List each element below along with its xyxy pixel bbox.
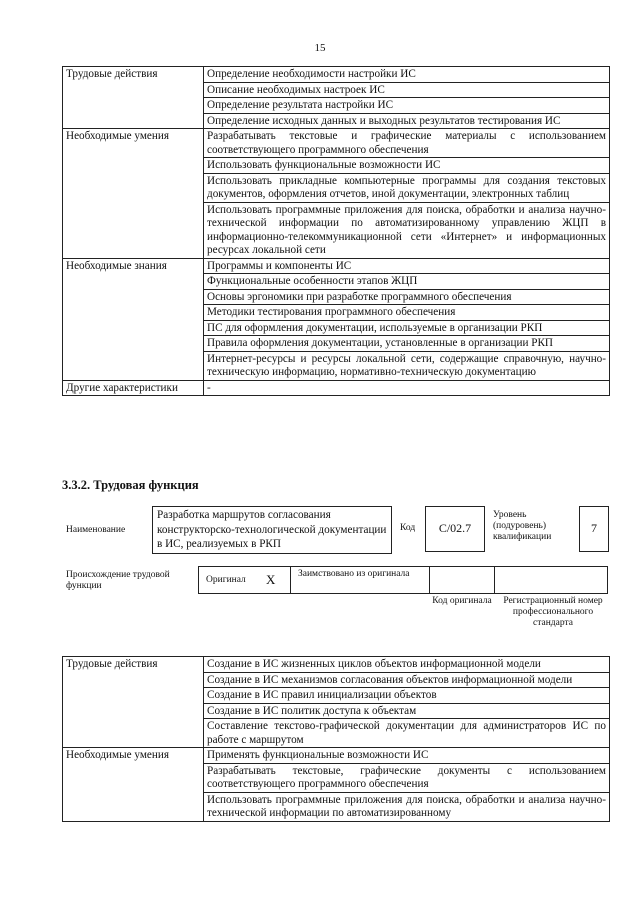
table-row: [63, 748, 610, 764]
level-label: Уровень (подуровень) квалификации: [493, 510, 552, 542]
row-item: Определение исходных данных и выходных результатов тестирования ИС: [204, 113, 610, 129]
original-mark: X: [266, 572, 276, 587]
row-item: Описание необходимых настроек ИС: [204, 82, 610, 98]
row-item: Использовать программные приложения для поиска, обработки и анализа научно-технической информации по автоматизированному управлению ЖЦП в информационно-телекоммуникационной сети «Интернет» и информационных ресурсах локальной сети: [204, 202, 610, 258]
row-item: Определение необходимости настройки ИС: [204, 67, 610, 83]
page-number: 15: [314, 42, 326, 54]
function-name-value: Разработка маршрутов согласования конструкторско-технологической документации в ИС, реализуемых в РКП: [152, 506, 392, 554]
row-item: Создание в ИС политик доступа к объектам: [204, 703, 610, 719]
table-row: [63, 67, 610, 83]
row-item: Использовать программные приложения для поиска, обработки и анализа научно-технической информации по автоматизированному: [204, 792, 610, 821]
row-item: Создание в ИС правил инициализации объектов: [204, 688, 610, 704]
row-item: Интернет-ресурсы и ресурсы локальной сети, содержащие справочную, научно-техническую информацию, нормативно-техническую документацию: [204, 351, 610, 380]
row-item: Правила оформления документации, установленные в организации РКП: [204, 336, 610, 352]
requirements-table-2: [62, 656, 610, 822]
origin-label: Происхождение трудовой функции: [66, 570, 170, 591]
original-label: Оригинал: [206, 575, 246, 585]
borrowed-label: Заимствовано из оригинала: [298, 569, 410, 579]
level-value: 7: [579, 506, 609, 552]
row-group-label: Другие характеристики: [63, 380, 204, 396]
row-item: -: [204, 380, 610, 396]
table-row: [63, 657, 610, 673]
origin-divider-1: [290, 566, 291, 594]
row-item: Создание в ИС механизмов согласования объектов информационной модели: [204, 672, 610, 688]
row-item: Основы эргономики при разработке программного обеспечения: [204, 289, 610, 305]
section-title: 3.3.2. Трудовая функция: [62, 478, 199, 492]
table-row: [63, 258, 610, 274]
row-item: Использовать прикладные компьютерные программы для создания текстовых документов, оформления отчетов, иной документации, электронных таблиц: [204, 173, 610, 202]
function-code-value: С/02.7: [425, 506, 485, 552]
row-item: Применять функциональные возможности ИС: [204, 748, 610, 764]
row-group-label: Трудовые действия: [63, 67, 204, 129]
row-item: Методики тестирования программного обеспечения: [204, 305, 610, 321]
registration-number-label: Регистрационный номер профессионального стандарта: [503, 596, 603, 628]
row-group-label: Необходимые знания: [63, 258, 204, 380]
origin-divider-2: [429, 566, 430, 594]
row-group-label: Трудовые действия: [63, 657, 204, 748]
row-group-label: Необходимые умения: [63, 748, 204, 822]
row-item: Функциональные особенности этапов ЖЦП: [204, 274, 610, 290]
row-group-label: Необходимые умения: [63, 129, 204, 259]
row-item: Использовать функциональные возможности ИС: [204, 158, 610, 174]
row-item: Программы и компоненты ИС: [204, 258, 610, 274]
table-row: [63, 129, 610, 158]
table-row: [63, 380, 610, 396]
row-item: Разрабатывать текстовые, графические документы с использованием соответствующего программного обеспечения: [204, 763, 610, 792]
row-item: ПС для оформления документации, используемые в организации РКП: [204, 320, 610, 336]
row-item: Определение результата настройки ИС: [204, 98, 610, 114]
row-item: Создание в ИС жизненных циклов объектов информационной модели: [204, 657, 610, 673]
row-item: Составление текстово-графической документации для администраторов ИС по работе с маршрутом: [204, 719, 610, 748]
code-original-label: Код оригинала: [432, 596, 492, 606]
origin-divider-3: [494, 566, 495, 594]
row-item: Разрабатывать текстовые и графические материалы с использованием соответствующего программного обеспечения: [204, 129, 610, 158]
name-label: Наименование: [66, 525, 126, 535]
code-label: Код: [400, 523, 416, 533]
requirements-table-1: [62, 66, 610, 396]
